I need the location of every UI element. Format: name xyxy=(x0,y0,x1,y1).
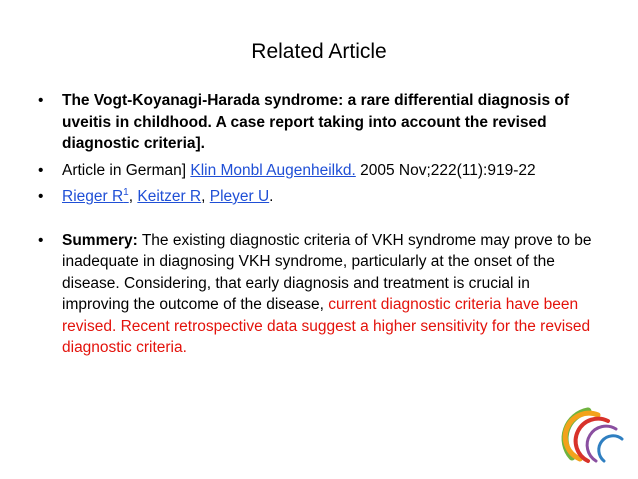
bullet-icon: • xyxy=(38,231,44,249)
author-name: Rieger R xyxy=(62,188,124,205)
bullet-list xyxy=(38,90,600,364)
author-link-rieger[interactable] xyxy=(62,188,129,205)
summary-item xyxy=(38,230,600,359)
bullet-icon: • xyxy=(38,92,44,109)
summary-label: Summery: xyxy=(62,231,138,249)
bullet-icon: • xyxy=(38,161,44,179)
author-link-keitzer[interactable]: Keitzer R xyxy=(137,188,202,205)
citation-suffix: 2005 Nov;222(11):919-22 xyxy=(355,161,536,179)
article-title: The Vogt-Koyanagi-Harada syndrome: a rare differential diagnosis of uveitis in childhood. A case report taking into account the revised diagnostic criteria]. xyxy=(62,92,570,152)
author-separator: , xyxy=(128,188,138,205)
author-separator: , xyxy=(201,188,210,205)
author-affiliation: 1 xyxy=(123,186,129,198)
author-link-pleyer[interactable]: Pleyer U xyxy=(209,188,270,205)
bullet-icon: • xyxy=(38,188,44,205)
citation-item xyxy=(38,160,600,182)
journal-link[interactable]: Klin Monbl Augenheilkd. xyxy=(190,161,356,179)
citation-prefix: Article in German] xyxy=(62,161,191,179)
ring-swirl-logo-icon xyxy=(558,399,630,471)
authors-end: . xyxy=(269,188,274,205)
authors-item xyxy=(38,186,600,208)
summary-body: The existing diagnostic criteria of VKH syndrome may prove to be inadequate in diagnosing VKH syndrome, particularly at the onset of the disease. Considering, that early diagnosis and treatment is crucial in improving the outcome of the disease, xyxy=(62,231,592,313)
slide-title: Related Article xyxy=(251,40,387,63)
article-title-item xyxy=(38,90,600,155)
summary-highlight: current diagnostic criteria have been revised. Recent retrospective data suggest a higher sensitivity for the revised diagnostic criteria. xyxy=(62,296,591,356)
